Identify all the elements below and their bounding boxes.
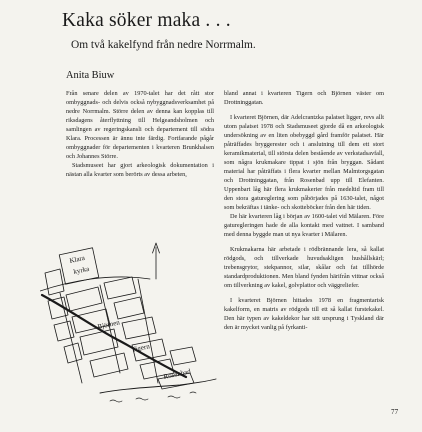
paragraph: bland annat i kvarteren Tigern och Björnen väster om Drottninggatan. — [224, 90, 384, 106]
district-map — [40, 233, 218, 407]
highlighted-route — [42, 295, 186, 377]
map-label-kyrka: kyrka — [72, 264, 91, 276]
right-column — [224, 89, 384, 332]
article-title: Kaka söker maka . . . — [62, 10, 231, 31]
article-author: Anita Biuw — [66, 70, 115, 81]
water-waves — [110, 392, 196, 402]
north-arrow-icon — [153, 243, 160, 279]
map-label-rosenbad: Rosenbad — [162, 367, 192, 381]
map-label-bjornen: Björnen — [96, 318, 121, 331]
page-number: 77 — [391, 408, 399, 416]
paragraph: Stadsmuseet har gjort arkeologisk dokumentation i nästan alla kvarter som berörts av dessa arbeten, — [66, 162, 214, 178]
paragraph: Från senare delen av 1970-talet har det rått stor ombyggnads- och delvis också nybyggnadsverksamhet på nedre Norrmalm. Större delen av denna kan kopplas till riksdagens återflyttning till Helgeandsholmen och samlingen av regeringskansli och departement till södra Klara. Processen är ännu inte färdig. Fortfarande pågår ombyggnader för departementen i kvarteren Brunkhalsen och Johannes Större. — [66, 90, 214, 160]
paragraph: Krukmakarna här arbetade i rödbrännande lera, så kallat rödgods, och tillverkade huvudsakligen hushållskärl; trebensgrytor, stekpannor, silar, skålar och fat tillhörde standardproduktionen. Men bland fynden härifrån vittnar också om tillverkning av kakel, golvplattor och väggreliefer. — [224, 246, 384, 289]
article-subtitle: Om två kakelfynd från nedre Norrmalm. — [71, 39, 256, 51]
left-column — [66, 89, 214, 179]
map-label-tigern: Tigern — [130, 342, 151, 354]
paragraph: I kvarteret Björnen, där Adelcrantzka palatset ligger, revs allt utom palatset 1978 och Stadsmuseet gjorde då en arkeologisk undersökning av en liten obebyggd gård framför palatset. Här påträffades bryggerester och i anslutning till dem ett stort keramikmaterial, till största delen bestående av verkstadsavfall, som några krukmakare tippat i sjön från bryggan. Sådant material har påträffats i flera kvarter mellan Malmtorgsgatan och Drottninggatan, från Rosenbad upp till Elefanten. Uppenbart låg här flera krukmakerier från medeltid fram till den stora gatureglering som påbörjades på 1630-talet, något som bekräftas i tänke- och skotteböcker från den här tiden. — [224, 114, 384, 211]
paragraph: I kvarteret Björnen hittades 1978 en fragmentarisk kakelform, en matris av rödgods till ett så kallat furstekakel. Den här typen av kakeldekor har sitt ursprung i Tyskland där den är mycket vanlig på fyrkanti- — [224, 297, 384, 331]
paragraph: De här kvarteren låg i början av 1600-talet vid Mälaren. Före gaturegleringen hade de alla kontakt med vattnet. I samband med denna byggde man ut nya kvarter i Mälaren. — [224, 213, 384, 238]
map-label-klara: Klara — [68, 253, 86, 265]
